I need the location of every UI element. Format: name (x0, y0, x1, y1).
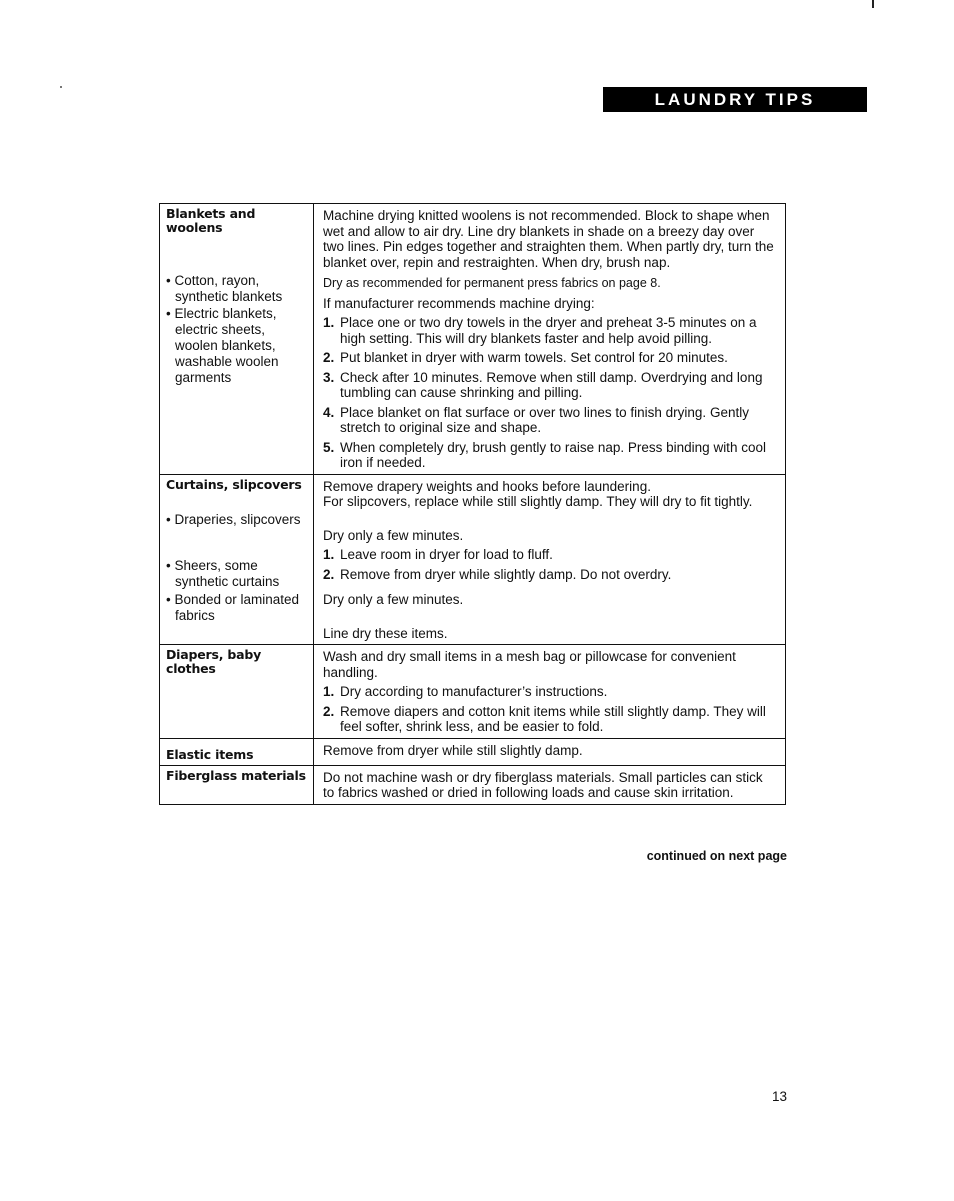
category-title: Blankets and woolens (166, 206, 256, 235)
step-number: 5. (323, 439, 335, 455)
numbered-step (323, 350, 777, 366)
table-row-curtains (160, 474, 786, 645)
numbered-step (323, 547, 777, 563)
step-number: 3. (323, 369, 335, 385)
paragraph: Line dry these items. (323, 625, 448, 641)
section-banner: LAUNDRY TIPS (603, 87, 867, 112)
step-number: 1. (323, 547, 335, 562)
category-cell (160, 645, 314, 739)
category-title: Elastic items (166, 746, 254, 762)
step-number: 1. (323, 315, 335, 330)
subitem: • Bonded or laminated fabrics (166, 591, 300, 623)
subitem: • Sheers, some synthetic curtains (166, 557, 280, 589)
step-number: 2. (323, 703, 335, 719)
paragraph: Wash and dry small items in a mesh bag or pillowcase for convenient handling. (323, 649, 736, 680)
numbered-step (323, 440, 777, 471)
table-row-elastic (160, 738, 786, 765)
description-cell (314, 738, 786, 765)
category-title: Diapers, baby clothes (166, 647, 262, 676)
category-subitems (166, 273, 309, 386)
step-number: 2. (323, 566, 335, 582)
step-text: Place blanket on flat surface or over two lines to finish drying. Gently stretch to original size and shape. (340, 404, 749, 435)
step-text: Place one or two dry towels in the dryer and preheat 3-5 minutes on a high setting. This will dry blankets faster and help avoid pilling. (340, 315, 757, 346)
table-row-blankets (160, 204, 786, 475)
step-text: Remove from dryer while slightly damp. Do not overdry. (340, 566, 672, 582)
subitem: • Cotton, rayon, synthetic blankets (166, 273, 283, 304)
category-cell (160, 738, 314, 765)
paragraph: Remove from dryer while still slightly damp. (323, 742, 583, 758)
laundry-tips-table (159, 203, 786, 805)
subitem: • Draperies, slipcovers (166, 511, 301, 527)
step-text: Dry according to manufacturer’s instructions. (340, 684, 608, 699)
description-cell (314, 645, 786, 739)
table-row-fiberglass (160, 765, 786, 804)
page-number: 13 (771, 1089, 787, 1104)
category-cell (160, 204, 314, 475)
description-cell (314, 765, 786, 804)
numbered-step (323, 315, 777, 346)
paragraph: Dry as recommended for permanent press fabrics on page 8. (323, 276, 661, 290)
numbered-step (323, 684, 777, 700)
step-number: 2. (323, 350, 335, 365)
paragraph: Dry only a few minutes. (323, 592, 464, 607)
category-subitems (166, 512, 309, 624)
step-text: Remove diapers and cotton knit items while still slightly damp. They will feel softer, shrink less, and be easier to fold. (340, 703, 766, 734)
paragraph: Dry only a few minutes. (323, 527, 464, 543)
numbered-step (323, 370, 777, 401)
table-row-diapers (160, 645, 786, 739)
step-text: Check after 10 minutes. Remove when still damp. Overdrying and long tumbling can cause shrinking and pilling. (340, 369, 763, 400)
continued-note: continued on next page (646, 849, 787, 863)
paragraph: Do not machine wash or dry fiberglass materials. Small particles can stick to fabrics washed or dried in following loads and cause skin irritation. (323, 769, 763, 800)
step-number: 1. (323, 684, 335, 699)
numbered-step (323, 567, 777, 583)
step-text: Put blanket in dryer with warm towels. Set control for 20 minutes. (340, 350, 728, 365)
category-cell (160, 474, 314, 645)
category-title: Fiberglass materials (166, 767, 306, 783)
numbered-step (323, 405, 777, 436)
paragraph: For slipcovers, replace while still slightly damp. They will dry to fit tightly. (323, 494, 753, 509)
description-cell (314, 204, 786, 475)
paragraph: If manufacturer recommends machine drying: (323, 295, 595, 311)
corner-mark (872, 0, 874, 8)
paragraph: Machine drying knitted woolens is not recommended. Block to shape when wet and allow to air dry. Line dry blankets in shade on a breezy day over two lines. Pin edges together and straighten them. When partly dry, turn the blanket over, repin and restraighten. When dry, brush nap. (323, 208, 774, 270)
category-cell (160, 765, 314, 804)
paragraph: Remove drapery weights and hooks before laundering. (323, 478, 651, 494)
step-text: When completely dry, brush gently to raise nap. Press binding with cool iron if needed. (340, 439, 766, 470)
description-cell (314, 474, 786, 645)
step-number: 4. (323, 404, 335, 420)
numbered-step (323, 704, 777, 735)
step-text: Leave room in dryer for load to fluff. (340, 547, 553, 562)
category-title: Curtains, slipcovers (166, 476, 302, 492)
subitem: • Electric blankets, electric sheets, woolen blankets, washable woolen garments (166, 306, 279, 385)
scan-speck (60, 86, 62, 88)
